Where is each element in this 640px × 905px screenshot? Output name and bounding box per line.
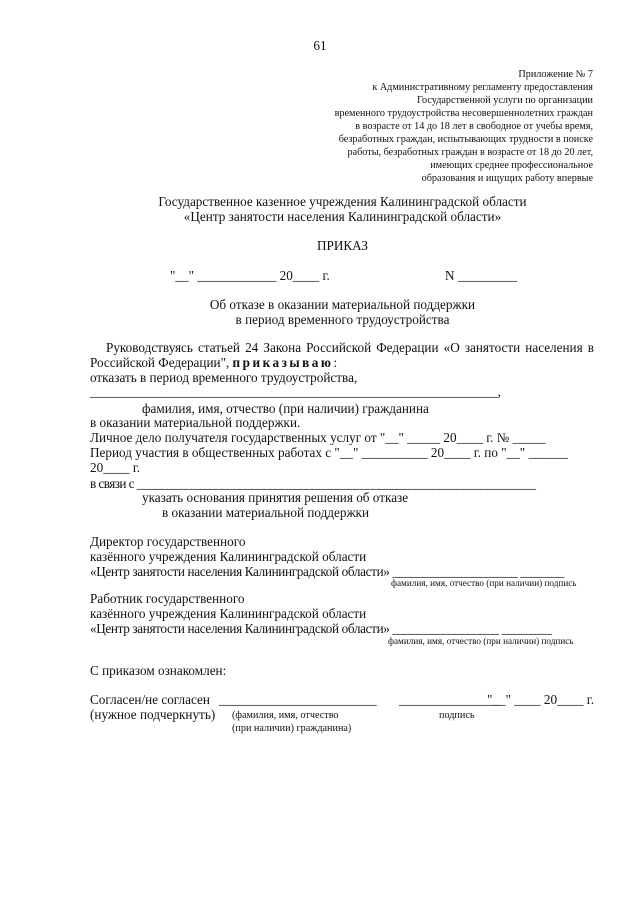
intro-line1: Руководствуясь статьей 24 Закона Российской Федерации «О занятости населения в (106, 340, 594, 355)
institution-line1: Государственное казенное учреждения Калининградской области (158, 194, 527, 209)
director-line2: казённого учреждения Калининградской области (90, 549, 367, 564)
appendix-line: Приложение № 7 (518, 69, 593, 80)
worker-line3: «Центр занятости населения Калининградской области» _________________ ________ (90, 621, 552, 636)
period-line: Период участия в общественных работах с "__" __________ 20____ г. по "__" ______ (90, 445, 569, 460)
appendix-line: работы, безработных граждан в возрасте от 18 до 20 лет, (347, 147, 593, 158)
intro-line2-start: Российской Федерации", (90, 355, 230, 370)
order-verb: приказываю (232, 355, 334, 370)
appendix-line: к Административному регламенту предоставления (372, 82, 593, 93)
agree-sign-line: ________________ (399, 692, 500, 707)
page-number: 61 (313, 38, 327, 53)
agree-name-line: _________________________ (219, 692, 377, 707)
intro-line2 (90, 355, 337, 370)
order-date: "__" ____________ 20____ г. (170, 268, 330, 283)
file-line: Личное дело получателя государственных услуг от "__" _____ 20____ г. № _____ (90, 430, 546, 445)
refuse-line: отказать в период временного трудоустройства, (90, 370, 358, 385)
agree-name-caption2: (при наличии) гражданина) (232, 723, 352, 734)
intro-line2-end: : (333, 355, 338, 370)
order-title: ПРИКАЗ (317, 238, 368, 253)
citizen-caption: фамилия, имя, отчество (при наличии) гражданина (142, 401, 429, 416)
due-line: в связи с __________________________________________________________________ (90, 476, 536, 491)
institution-line2: «Центр занятости населения Калининградской области» (183, 209, 502, 224)
director-line1: Директор государственного (90, 534, 246, 549)
appendix-line: имеющих среднее профессиональное (430, 160, 593, 171)
appendix-line: безработных граждан, испытывающих трудности в поиске (338, 134, 593, 145)
worker-line1: Работник государственного (90, 591, 245, 606)
director-caption: фамилия, имя, отчество (при наличии) подпись (391, 578, 577, 588)
worker-line2: казённого учреждения Калининградской области (90, 606, 367, 621)
agree-name-caption1: (фамилия, имя, отчество (232, 710, 339, 721)
year-line: 20____ г. (90, 460, 141, 475)
agree-label: Согласен/не согласен (90, 692, 210, 707)
citizen-blank-line: ____________________________________________________________________, (90, 384, 501, 399)
support-line: в оказании материальной поддержки. (90, 415, 301, 430)
agree-hint: (нужное подчеркнуть) (90, 707, 216, 722)
appendix-line: Государственной услуги по организации (417, 95, 593, 106)
subject-line2: в период временного трудоустройства (235, 312, 450, 327)
reason-caption2: в оказании материальной поддержки (162, 505, 370, 520)
subject-line1: Об отказе в оказании материальной поддержки (209, 297, 476, 312)
reason-caption1: указать основания принятия решения об отказе (142, 490, 409, 505)
director-line3: «Центр занятости населения Калининградской области» ____________________ _______ (90, 564, 565, 579)
worker-caption: фамилия, имя, отчество (при наличии) подпись (388, 636, 574, 646)
order-number: N _________ (445, 268, 518, 283)
appendix-line: образования и ищущих работу впервые (421, 173, 593, 184)
appendix-line: временного трудоустройства несовершеннолетних граждан (334, 108, 593, 119)
agree-date: "__" ____ 20____ г. (487, 692, 594, 707)
agree-sign-caption: подпись (439, 710, 475, 721)
appendix-line: в возрасте от 14 до 18 лет в свободное от учебы время, (355, 121, 593, 132)
acquainted-label: С приказом ознакомлен: (90, 663, 227, 678)
